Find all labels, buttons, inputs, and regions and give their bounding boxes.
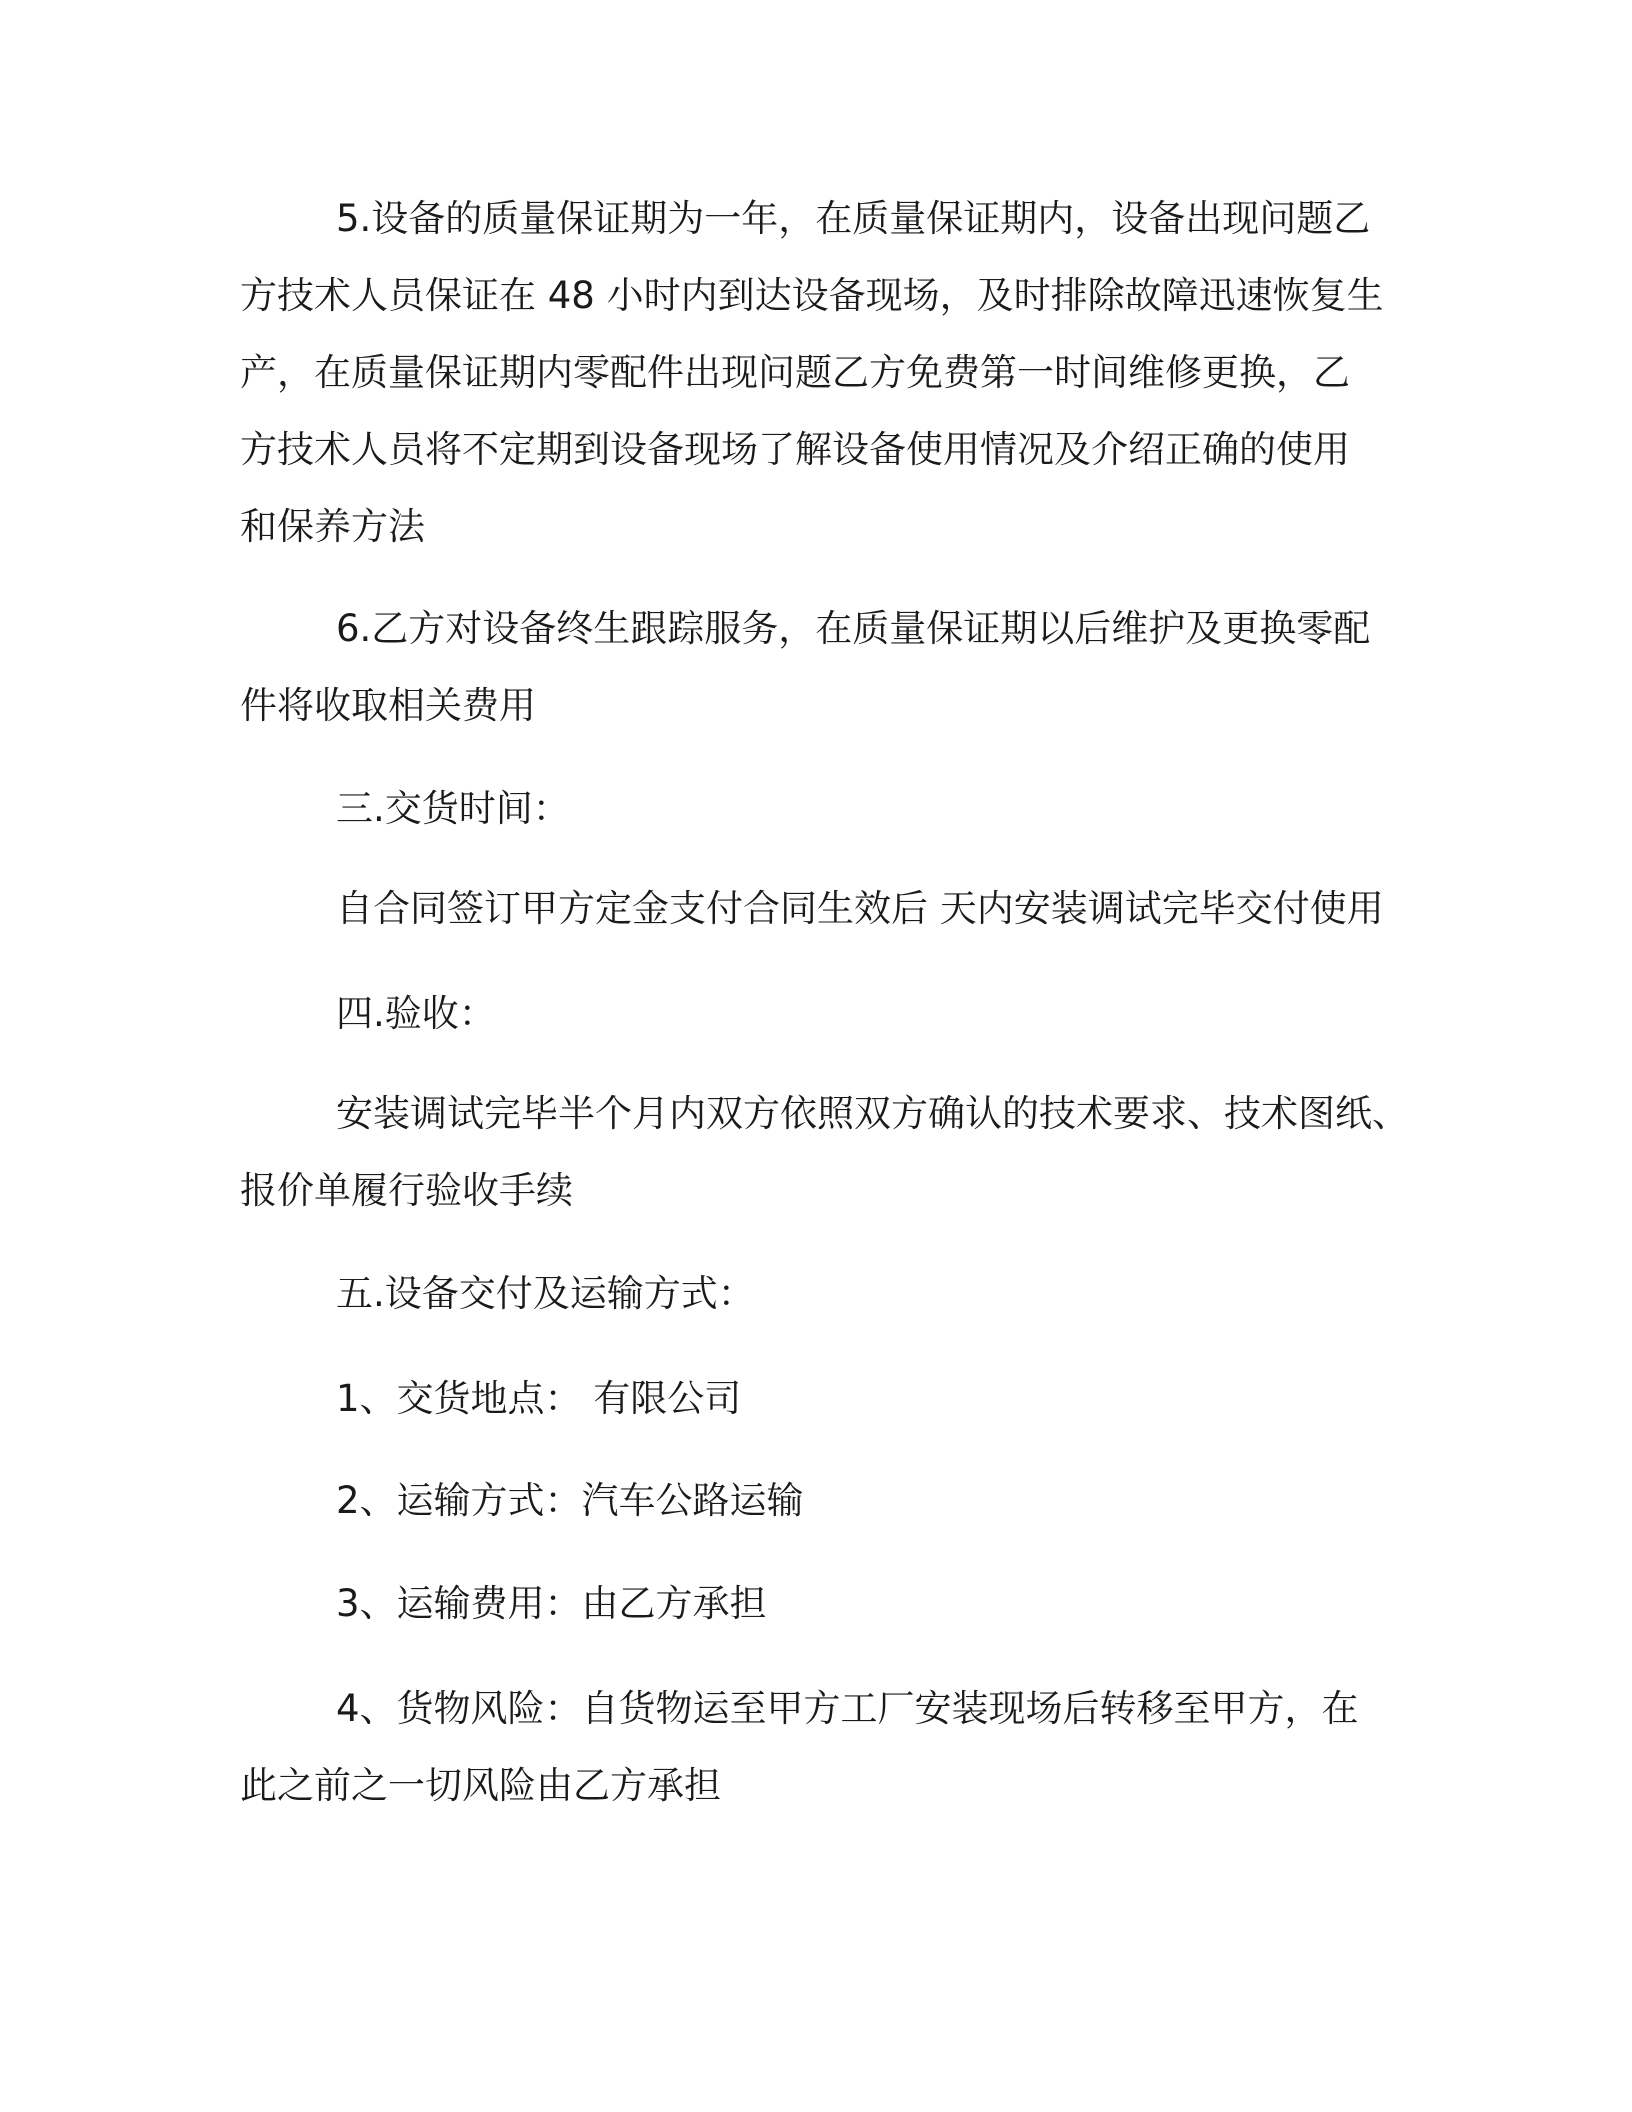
clause-5-line-1: 5.设备的质量保证期为一年，在质量保证期内，设备出现问题乙 [336,197,1371,240]
section-5-item-3: 3、运输费用：由乙方承担 [336,1582,767,1625]
clause-5-line-3: 产，在质量保证期内零配件出现问题乙方免费第一时间维修更换，乙 [240,351,1350,394]
clause-5-line-4: 方技术人员将不定期到设备现场了解设备使用情况及介绍正确的使用 [240,428,1350,471]
section-5-item-2: 2、运输方式：汽车公路运输 [336,1479,804,1522]
section-3-heading: 三.交货时间： [336,787,570,830]
section-4-heading: 四.验收： [336,992,496,1035]
clause-6-line-2: 件将收取相关费用 [240,684,536,727]
section-5-item-4-paragraph [240,1670,1410,1824]
section-3-text: 自合同签订甲方定金支付合同生效后 天内安装调试完毕交付使用 [336,887,1384,930]
section-5-item-4-line-2: 此之前之一切风险由乙方承担 [240,1764,721,1807]
section-4-paragraph [240,1075,1410,1229]
clause-5-line-5: 和保养方法 [240,505,425,548]
clause-5-line-2: 方技术人员保证在 48 小时内到达设备现场，及时排除故障迅速恢复生 [240,274,1384,317]
section-4-line-2: 报价单履行验收手续 [240,1169,573,1212]
clause-6-paragraph [240,590,1410,744]
section-5-heading: 五.设备交付及运输方式： [336,1272,755,1315]
clause-6-line-1: 6.乙方对设备终生跟踪服务，在质量保证期以后维护及更换零配 [336,607,1371,650]
section-4-line-1: 安装调试完毕半个月内双方依照双方确认的技术要求、技术图纸、 [336,1092,1409,1135]
section-5-item-4-line-1: 4、货物风险：自货物运至甲方工厂安装现场后转移至甲方，在 [336,1687,1359,1730]
section-5-item-1: 1、交货地点： 有限公司 [336,1377,742,1420]
clause-5-paragraph [240,180,1410,565]
